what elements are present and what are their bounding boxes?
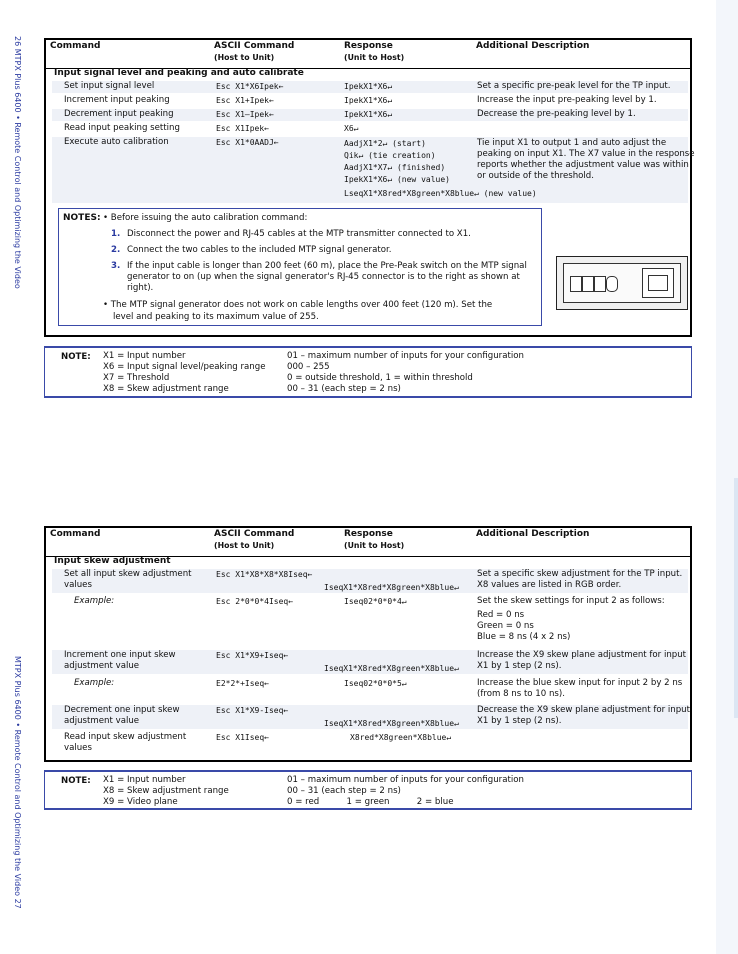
notes-intro: • Before issuing the auto calibration command: <box>103 213 308 223</box>
table-header <box>46 40 690 69</box>
row-command: Example: <box>74 596 115 606</box>
header-command: Command <box>50 529 101 539</box>
note-value: 01 – maximum number of inputs for your configuration <box>287 351 524 361</box>
step-text: If the input cable is longer than 200 feet (60 m), place the Pre-Peak switch on the MTP signal generator to on (up when the signal generator's RJ-45 connector is to the right as shown at right). <box>127 261 527 293</box>
led-icon <box>606 276 618 292</box>
table-row <box>52 123 688 135</box>
header-ascii <box>214 529 294 551</box>
row-response: Iseq02*0*0*4↵ <box>344 597 407 606</box>
row-description-extra: Red = 0 ns <box>477 610 525 620</box>
step-text: Connect the two cables to the included MTP signal generator. <box>127 245 392 255</box>
row-description-extra: Blue = 8 ns (4 x 2 ns) <box>477 632 571 642</box>
note-box-top <box>44 346 692 398</box>
running-header-top: 26 MTPX Plus 6400 • Remote Control and Optimizing the Video <box>13 36 22 289</box>
row-description: Set the skew settings for input 2 as follows: <box>477 596 665 606</box>
table-header <box>46 528 690 557</box>
table-row <box>52 732 688 756</box>
header-ascii-label: ASCII Command <box>214 529 295 539</box>
row-command: Example: <box>74 678 115 688</box>
table-row <box>52 109 688 121</box>
row-description: Decrease the pre-peaking level by 1. <box>477 109 636 119</box>
running-header-bottom: MTPX Plus 6400 • Remote Control and Optimizing the Video 27 <box>13 656 22 909</box>
header-ascii-sub: (Host to Unit) <box>214 541 275 550</box>
row-command: Read input peaking setting <box>64 123 180 133</box>
row-description: Increase the X9 skew plane adjustment for input X1 by 1 step (2 ns). <box>477 650 687 671</box>
note-value: 00 – 31 (each step = 2 ns) <box>287 786 401 796</box>
right-margin-bar <box>716 0 738 954</box>
note-value: 0 = outside threshold, 1 = within threshold <box>287 373 473 383</box>
command-table-top <box>44 38 695 337</box>
row-description-extra: Green = 0 ns <box>477 621 534 631</box>
notes-box <box>58 208 542 326</box>
signal-generator-illustration <box>556 256 688 310</box>
row-ascii: Esc X1*X8*X8*X8Iseq← <box>216 570 313 579</box>
row-command: Set all input skew adjustment values <box>64 569 192 590</box>
note-key: X7 = Threshold <box>103 373 170 383</box>
table-row <box>52 95 688 107</box>
margin-tab <box>734 478 738 718</box>
notes-bullet: • The MTP signal generator does not work on cable lengths over 400 feet (120 m). Set the <box>103 300 493 310</box>
row-ascii: Esc 2*0*0*4Iseq← <box>216 597 294 606</box>
row-ascii: Esc X1Iseq← <box>216 733 269 742</box>
row-response: IpekX1*X6↵ <box>344 82 393 91</box>
row-command: Decrement input peaking <box>64 109 174 119</box>
section-title: Input skew adjustment <box>54 556 171 566</box>
row-ascii: Esc X1*X9+Iseq← <box>216 651 289 660</box>
note-key: X1 = Input number <box>103 775 186 785</box>
row-command: Execute auto calibration <box>64 137 169 147</box>
row-response: IseqX1*X8red*X8green*X8blue↵ <box>324 719 459 728</box>
notes-label: NOTES: <box>63 213 101 223</box>
row-description: Decrease the X9 skew plane adjustment for input X1 by 1 step (2 ns). <box>477 705 690 726</box>
page-sidebar <box>0 0 38 954</box>
response-line: LseqX1*X8red*X8green*X8blue↵ (new value) <box>344 189 537 198</box>
row-ascii: Esc X1*X9-Iseq← <box>216 706 289 715</box>
row-ascii: Esc X1+Ipek← <box>216 96 274 105</box>
row-ascii: Esc X1–Ipek← <box>216 110 274 119</box>
table-row-example <box>52 596 688 646</box>
header-description: Additional Description <box>476 529 590 539</box>
row-command: Decrement one input skew adjustment value <box>64 705 180 726</box>
header-ascii-sub: (Host to Unit) <box>214 53 275 62</box>
table-row <box>52 705 688 729</box>
note-key: X9 = Video plane <box>103 797 178 807</box>
row-response: IseqX1*X8red*X8green*X8blue↵ <box>324 583 459 592</box>
row-description: Increase the blue skew input for input 2 by 2 ns (from 8 ns to 10 ns). <box>477 678 683 699</box>
note-key: X1 = Input number <box>103 351 186 361</box>
rj45-port-icon <box>648 275 668 291</box>
header-description: Additional Description <box>476 41 590 51</box>
note-box-bottom <box>44 770 692 810</box>
row-ascii: E2*2*+Iseq← <box>216 679 269 688</box>
row-response: IseqX1*X8red*X8green*X8blue↵ <box>324 664 459 673</box>
header-ascii-label: ASCII Command <box>214 41 295 51</box>
row-response: Iseq02*0*0*5↵ <box>344 679 407 688</box>
rj45-jack-icon <box>642 268 674 298</box>
row-description: Tie input X1 to output 1 and auto adjust the peaking on input X1. The X7 value in the response reports whether the adjustment value was within or outside of the threshold. <box>477 138 695 181</box>
table-row <box>52 81 688 93</box>
step-number: 1. <box>111 229 121 239</box>
header-response-label: Response <box>344 529 393 539</box>
row-response: X8red*X8green*X8blue↵ <box>350 733 452 742</box>
row-command: Increment one input skew adjustment value <box>64 650 176 671</box>
switch-icon <box>582 276 594 292</box>
notes-bullet-cont: level and peaking to its maximum value of 255. <box>113 312 319 322</box>
table-row <box>52 569 688 593</box>
row-command: Read input skew adjustment values <box>64 732 187 753</box>
note-label: NOTE: <box>61 776 91 786</box>
note-key: X8 = Skew adjustment range <box>103 384 229 394</box>
row-description: Set a specific pre-peak level for the TP input. <box>477 81 671 91</box>
row-response: IpekX1*X6↵ <box>344 110 393 119</box>
row-ascii: Esc X1Ipek← <box>216 124 269 133</box>
command-table-bottom <box>44 526 692 762</box>
row-command: Set input signal level <box>64 81 155 91</box>
note-value: 0 = red 1 = green 2 = blue <box>287 797 454 807</box>
device-face <box>563 263 681 303</box>
step-text: Disconnect the power and RJ-45 cables at the MTP transmitter connected to X1. <box>127 229 471 239</box>
switch-icon <box>570 276 582 292</box>
response-line: AadjX1*X7↵ (finished) <box>344 163 446 172</box>
header-command: Command <box>50 41 101 51</box>
row-description: Set a specific skew adjustment for the TP input. X8 values are listed in RGB order. <box>477 569 683 590</box>
row-ascii: Esc X1*X6Ipek← <box>216 82 284 91</box>
note-value: 000 – 255 <box>287 362 330 372</box>
header-ascii <box>214 41 294 63</box>
row-ascii: Esc X1*0AADJ← <box>216 138 279 147</box>
row-command: Increment input peaking <box>64 95 170 105</box>
note-key: X6 = Input signal level/peaking range <box>103 362 266 372</box>
header-response <box>344 529 404 551</box>
response-line: IpekX1*X6↵ (new value) <box>344 175 450 184</box>
header-response-sub: (Unit to Host) <box>344 541 405 550</box>
row-response: X6↵ <box>344 124 359 133</box>
table-row <box>52 650 688 674</box>
row-description: Increase the input pre-peaking level by 1. <box>477 95 657 105</box>
switch-icon <box>594 276 606 292</box>
note-key: X8 = Skew adjustment range <box>103 786 229 796</box>
header-response-label: Response <box>344 41 393 51</box>
header-response-sub: (Unit to Host) <box>344 53 405 62</box>
header-response <box>344 41 404 63</box>
note-value: 00 – 31 (each step = 2 ns) <box>287 384 401 394</box>
response-line: Qik↵ (tie creation) <box>344 151 436 160</box>
table-row-auto-calibration <box>52 137 695 203</box>
response-line: AadjX1*2↵ (start) <box>344 139 426 148</box>
note-value: 01 – maximum number of inputs for your configuration <box>287 775 524 785</box>
step-number: 2. <box>111 245 121 255</box>
table-row-example <box>52 678 688 702</box>
note-label: NOTE: <box>61 352 91 362</box>
section-title: Input signal level and peaking and auto calibrate <box>54 68 304 78</box>
row-response: IpekX1*X6↵ <box>344 96 393 105</box>
step-number: 3. <box>111 261 121 271</box>
